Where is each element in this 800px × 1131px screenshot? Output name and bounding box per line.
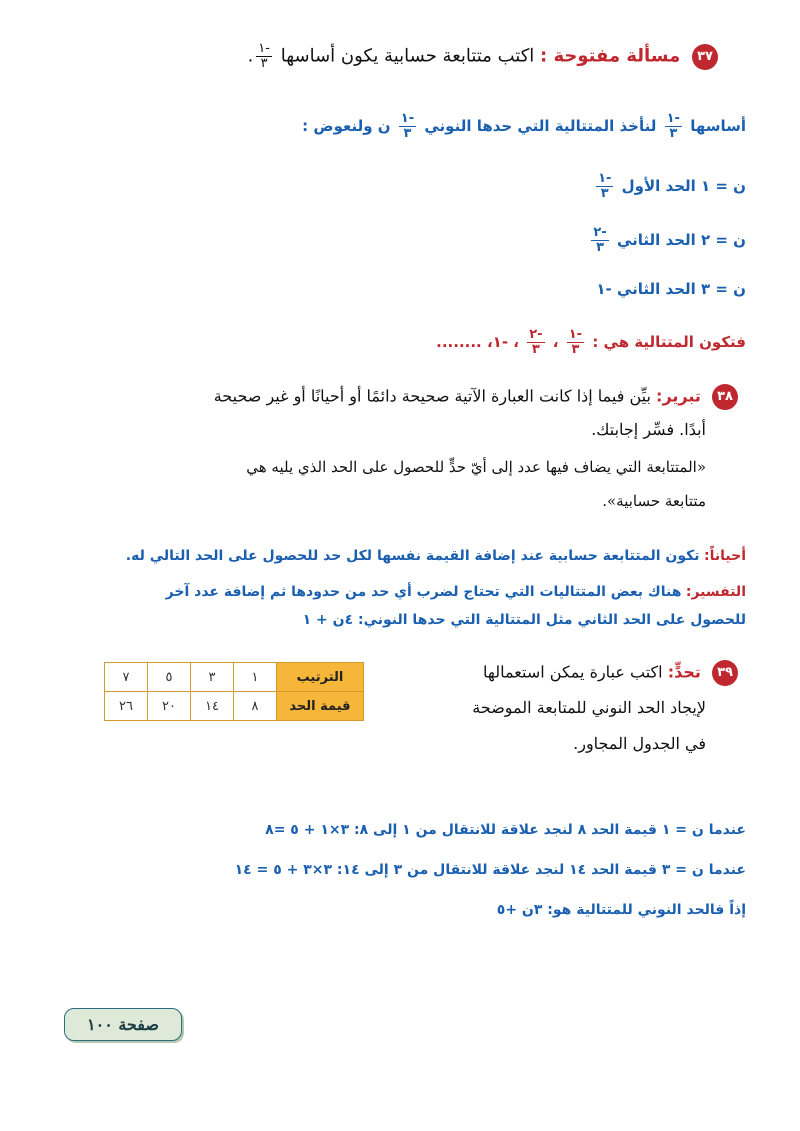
table-cell: ٢٦	[105, 692, 148, 721]
q37-conclusion-fraction-2: $\frac{-٢}{٣}$	[529, 327, 543, 357]
q39-sequence-table	[104, 662, 364, 721]
q37-row-2-fraction: $\frac{-٢}{٣}$	[593, 225, 607, 255]
q37-answer-intro-b: لنأخذ المتتالية التي حدها النوني	[424, 117, 657, 135]
table-cell: ١	[234, 663, 277, 692]
table-cell: ٣	[191, 663, 234, 692]
q37-answer-fraction-1: $\frac{-١}{٣}$	[666, 111, 680, 141]
table-header-cell: الترتيب	[277, 663, 364, 692]
q37-conclusion-rest: ، -١، ........	[436, 333, 519, 351]
q38-answer-label: أحياناً:	[704, 548, 746, 564]
q38-quote-line-1: «المتتابعة التي يضاف فيها عدد إلى أيّ حدٍّ للحصول على الحد الذي يليه هي	[246, 458, 706, 476]
table-row	[105, 692, 364, 721]
q37-conclusion-label: فتكون المتتالية هي :	[592, 333, 746, 351]
q39-prompt-line-1: اكتب عبارة يمكن استعمالها	[483, 662, 663, 682]
q37-answer-fraction-2: $\frac{-١}{٣}$	[400, 111, 415, 141]
q38-explanation-line-1	[166, 584, 746, 600]
table-cell: ١٤	[191, 692, 234, 721]
q38-quote-line-2: متتابعة حسابية».	[602, 492, 706, 510]
page-number-badge: صفحة ١٠٠	[64, 1008, 182, 1041]
q37-row-1-fraction: $\frac{-١}{٣}$	[598, 171, 612, 201]
q38-answer-text: تكون المتتابعة حسابية عند إضافة القيمة نفسها لكل حد للحصول على الحد التالي له.	[125, 548, 700, 564]
q38-prompt-line-2: أبدًا. فسِّر إجابتك.	[591, 420, 706, 439]
q37-header: ٣٧ مسألة مفتوحة : اكتب متتابعة حسابية يكون أساسها $\frac{-١}{٣}$ .	[248, 42, 718, 71]
q38-explanation-text-1: هناك بعض المتتاليات التي تحتاج لضرب أي حد من حدودها ثم إضافة عدد آخر	[165, 584, 682, 600]
q38-explanation-label: التفسير:	[685, 584, 746, 600]
q38-number-badge: ٣٨	[712, 384, 738, 410]
q39-prompt-line-3: في الجدول المجاور.	[573, 734, 706, 753]
q37-row-2	[588, 226, 746, 255]
q39-header	[483, 660, 738, 686]
q38-answer	[126, 548, 746, 564]
q38-header	[214, 384, 738, 410]
q37-conclusion-fraction-1: $\frac{-١}{٣}$	[568, 327, 583, 357]
q39-number-badge: ٣٩	[712, 660, 738, 686]
q39-answer-line-3: إذاً فالحد النوني للمتتالية هو: ٣ن +٥	[496, 902, 746, 918]
q37-row-3: ن = ٣ الحد الثاني -١	[596, 280, 746, 298]
q38-title: تبرير:	[656, 386, 701, 406]
q37-row-1-text: ن = ١ الحد الأول	[621, 177, 746, 195]
table-row	[105, 663, 364, 692]
q37-row-1	[593, 172, 746, 201]
table-cell: ٧	[105, 663, 148, 692]
q39-title: تحدٍّ:	[667, 662, 701, 682]
q39-prompt-line-2: لإيجاد الحد النوني للمتابعة الموضحة	[472, 698, 706, 717]
q37-conclusion: فتكون المتتالية هي : $\frac{-١}{٣}$ ، $\frac{-٢}{٣}$ ، -١، ........	[436, 327, 746, 357]
table-header-cell: قيمة الحد	[277, 692, 364, 721]
q38-explanation-line-2: للحصول على الحد الثاني مثل المتتالية التي حدها النوني: ٤ن + ١	[302, 612, 746, 628]
q37-number-badge: ٣٧	[692, 44, 718, 70]
q37-row-2-text: ن = ٢ الحد الثاني	[616, 231, 746, 249]
q37-prompt: اكتب متتابعة حسابية يكون أساسها	[280, 45, 535, 67]
table-cell: ٨	[234, 692, 277, 721]
q39-answer-line-2: عندما ن = ٣ قيمة الحد ١٤ لنجد علاقة للانتقال من ٣ إلى ١٤: ٣×٣ + ٥ = ١٤	[234, 862, 746, 878]
table-cell: ٢٠	[148, 692, 191, 721]
q37-title: مسألة مفتوحة :	[540, 45, 681, 67]
q39-answer-line-1: عندما ن = ١ قيمة الحد ٨ لنجد علاقة للانتقال من ١ إلى ٨: ٣×١ + ٥ =٨	[265, 822, 746, 838]
q37-answer-intro	[302, 112, 746, 141]
q38-prompt-line-1: بيِّن فيما إذا كانت العبارة الآتية صحيحة دائمًا أو أحيانًا أو غير صحيحة	[213, 386, 651, 406]
table-cell: ٥	[148, 663, 191, 692]
q37-answer-intro-c: ن ولنعوض :	[302, 117, 391, 135]
q37-answer-intro-a: أساسها	[690, 117, 746, 135]
q37-fraction: $\frac{-١}{٣}$	[258, 41, 270, 71]
